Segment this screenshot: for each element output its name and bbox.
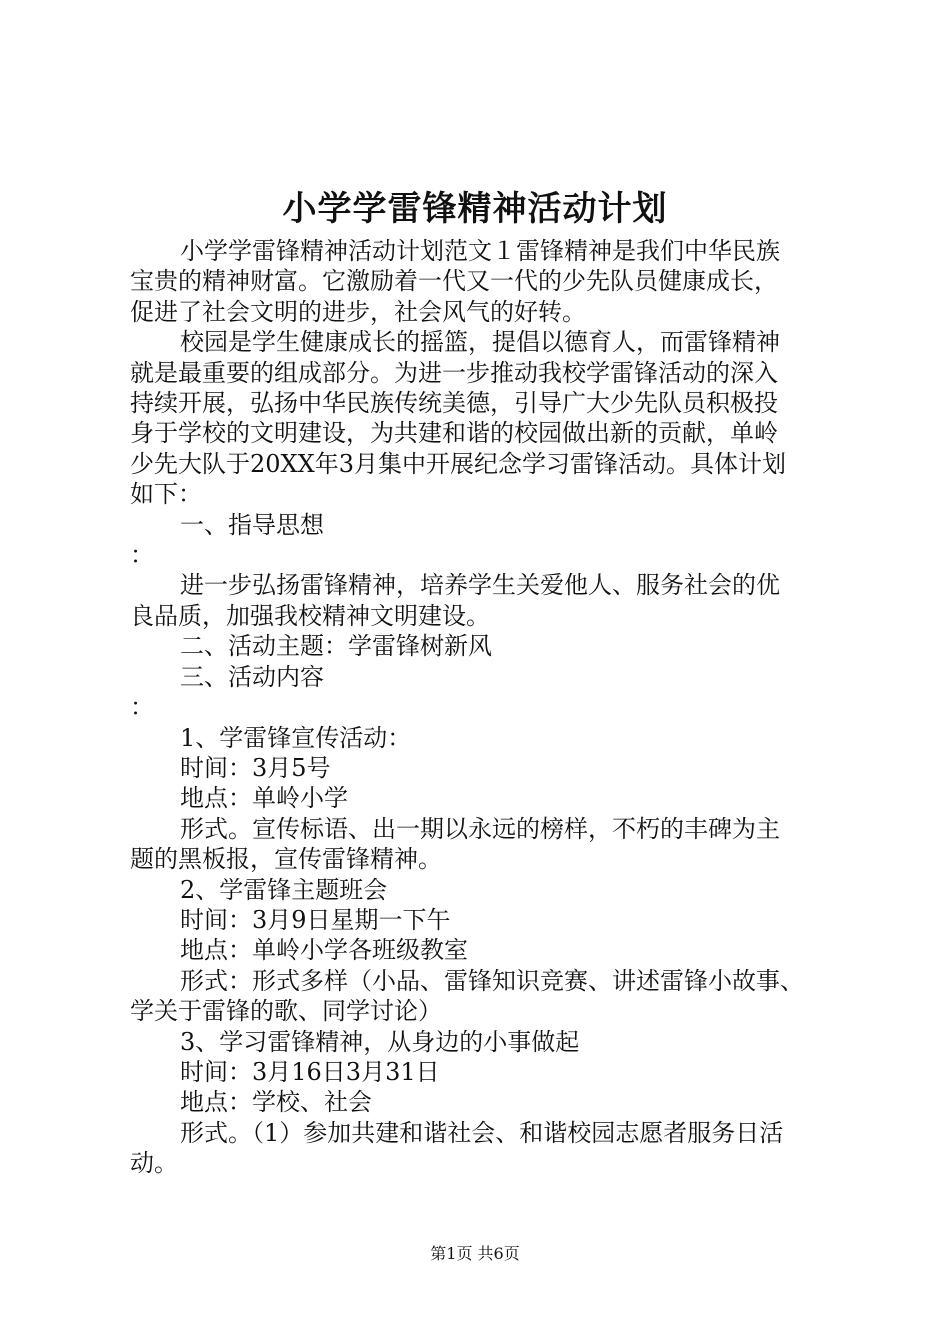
paragraph (130, 783, 834, 813)
paragraph (130, 875, 834, 905)
text-line: 就是最重要的组成部分。为进一步推动我校学雷锋活动的深入 (130, 358, 778, 387)
paragraph (130, 753, 834, 783)
text-line: ： (130, 541, 154, 570)
page-footer: 第1页 共6页 (430, 1244, 520, 1263)
paragraph (130, 1057, 834, 1087)
paragraph (130, 570, 834, 631)
text-line: 时间：3月5号 (180, 753, 331, 782)
text-line: 少先大队于20XX年3月集中开展纪念学习雷锋活动。具体计划 (130, 449, 786, 478)
text-line: 进一步弘扬雷锋精神，培养学生关爱他人、服务社会的优 (180, 571, 780, 600)
paragraph (130, 935, 834, 965)
paragraph (130, 723, 834, 753)
text-line: 3、学习雷锋精神，从身边的小事做起 (180, 1027, 580, 1056)
text-line: 身于学校的文明建设，为共建和谐的校园做出新的贡献，单岭 (130, 419, 778, 448)
text-line: 地点：单岭小学 (180, 784, 348, 813)
text-line: 地点：学校、社会 (180, 1088, 372, 1117)
document-title: 小学学雷锋精神活动计划 (282, 189, 668, 229)
text-line: 动。 (130, 1149, 178, 1178)
paragraph (130, 327, 834, 509)
text-line: 一、指导思想 (180, 510, 324, 539)
text-line: 促进了社会文明的进步，社会风气的好转。 (130, 297, 586, 326)
text-line: 地点：单岭小学各班级教室 (180, 936, 468, 965)
text-line: 2、学雷锋主题班会 (180, 875, 388, 904)
paragraph (130, 1027, 834, 1057)
paragraph (130, 692, 834, 722)
paragraph (130, 905, 834, 935)
document-body (130, 236, 834, 1179)
text-line: 形式。宣传标语、出一期以永远的榜样，不朽的丰碑为主 (180, 814, 780, 843)
text-line: 形式。（1）参加共建和谐社会、和谐校园志愿者服务日活 (180, 1118, 784, 1147)
text-line: 如下： (130, 480, 202, 509)
text-line: 1、学雷锋宣传活动： (180, 723, 412, 752)
text-line: 三、活动内容 (180, 662, 324, 691)
text-line: 小学学雷锋精神活动计划范文１雷锋精神是我们中华民族 (180, 237, 780, 265)
text-line: 题的黑板报，宣传雷锋精神。 (130, 845, 442, 874)
text-line: 形式：形式多样（小品、雷锋知识竞赛、讲述雷锋小故事、 (180, 966, 804, 995)
paragraph (130, 1118, 834, 1179)
text-line: 持续开展，弘扬中华民族传统美德，引导广大少先队员积极投 (130, 389, 778, 418)
paragraph (130, 540, 834, 570)
text-line: 学关于雷锋的歌、同学讨论） (130, 997, 442, 1026)
text-line: 时间：3月16日3月31日 (180, 1057, 440, 1086)
text-line: 二、活动主题：学雷锋树新风 (180, 632, 492, 661)
paragraph (130, 662, 834, 692)
paragraph (130, 966, 834, 1027)
paragraph (130, 1087, 834, 1117)
paragraph (130, 236, 834, 327)
paragraph (130, 631, 834, 661)
text-line: 宝贵的精神财富。它激励着一代又一代的少先队员健康成长， (130, 267, 778, 296)
text-line: ： (130, 693, 154, 722)
text-line: 良品质，加强我校精神文明建设。 (130, 601, 490, 630)
text-line: 时间：3月9日星期一下午 (180, 905, 451, 934)
paragraph (130, 510, 834, 540)
text-line: 校园是学生健康成长的摇篮，提倡以德育人，而雷锋精神 (180, 328, 780, 357)
paragraph (130, 814, 834, 875)
